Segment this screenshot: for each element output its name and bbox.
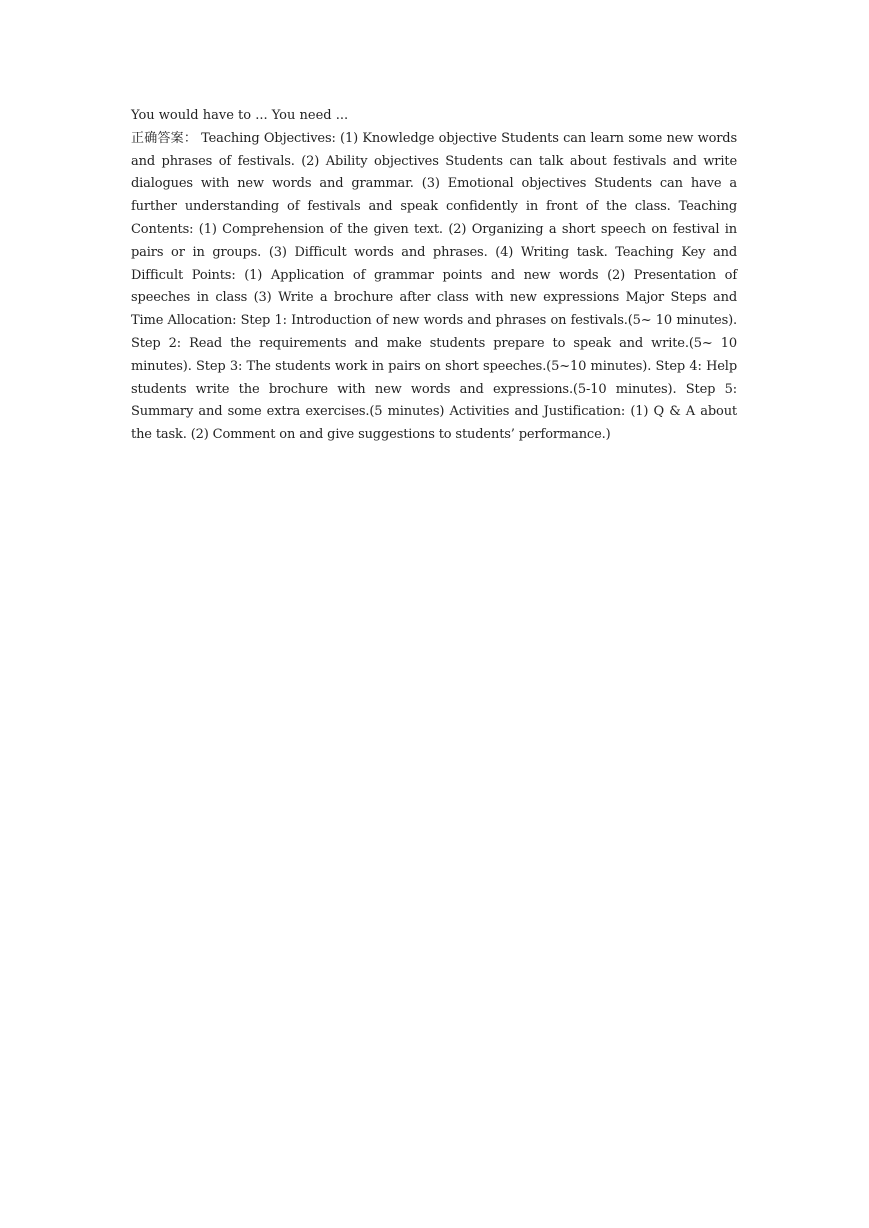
answer-text: Teaching Objectives: (1) Knowledge objective Students can learn some new words and phrases of festivals. (2) Ability objectives Students can talk about festivals and write dialogues with new words and grammar. (3) Emotional objectives Students can have a further understanding of festivals and speak confidently in front of the class. Teaching Contents: (1) Comprehension of the given text. (2) Organizing a short speech on festival in pairs or in groups. (3) Difficult words and phrases. (4) Writing task. Teaching Key and Difficult Points: (1) Application of grammar points and new words (2) Presentation of speeches in class (3) Write a brochure after class with new expressions Major Steps and Time Allocation: Step 1: Introduction of new words and phrases on festivals.(5~ 10 minutes). Step 2: Read the requirements and make students prepare to speak and write.(5~ 10 minutes). Step 3: The students work in pairs on short speeches.(5~10 minutes). Step 4: Help students write the brochure with new words and expressions.(5-10 minutes). Step 5: Summary and some extra exercises.(5 minutes) Activities and Justification: (1) Q & A about the task. (2) Comment on and give suggestions to students’ performance.) <box>131 130 737 443</box>
prompt-line: You would have to ... You need ... <box>131 108 349 123</box>
answer-paragraph <box>131 128 737 447</box>
answer-label: 正确答案： <box>131 130 198 146</box>
document-page <box>131 105 737 447</box>
